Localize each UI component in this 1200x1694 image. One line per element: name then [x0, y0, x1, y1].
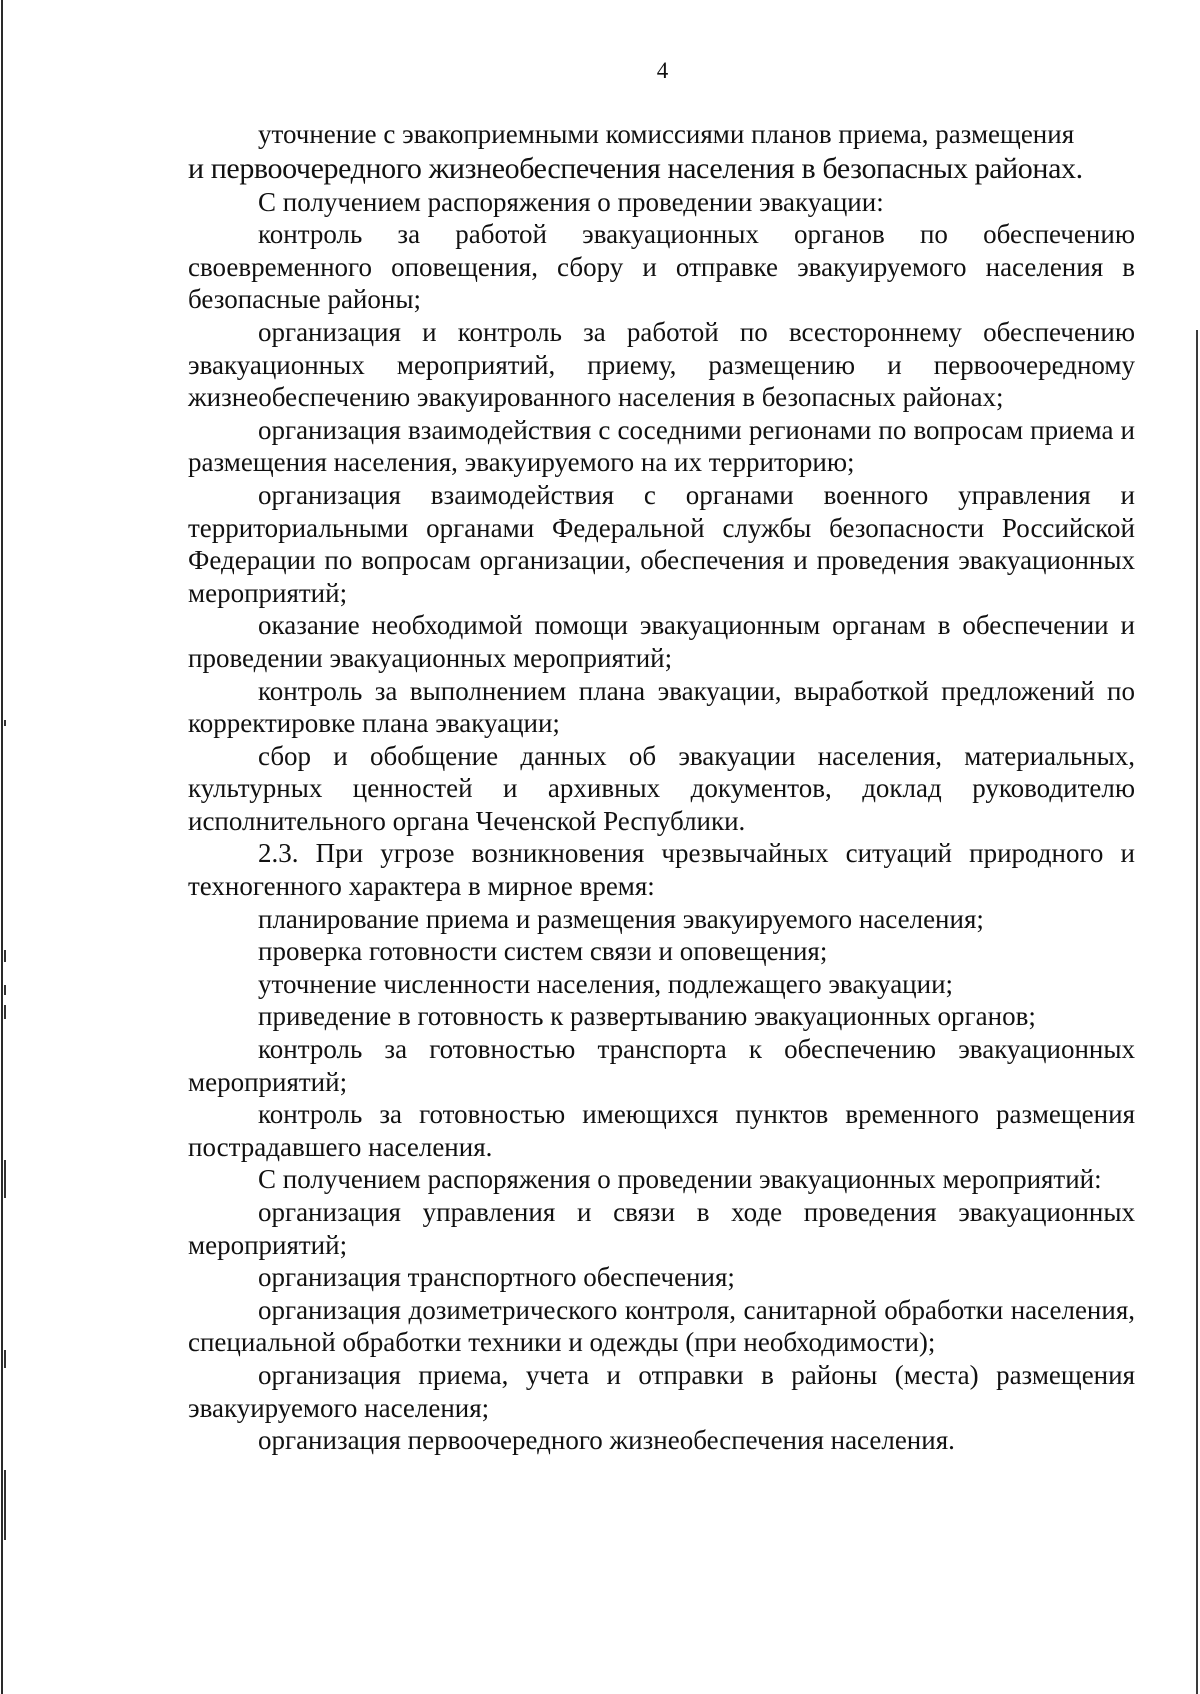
paragraph: уточнение численности населения, подлежащего эвакуации;	[258, 968, 954, 999]
scan-right-edge	[1196, 330, 1198, 1694]
scan-artifact-mark	[4, 1160, 6, 1198]
paragraph: контроль за готовностью транспорта к обеспечению эвакуационных мероприятий;	[188, 1034, 1135, 1097]
paragraph: организация и контроль за работой по всестороннему обеспечению эвакуационных мероприятий, приему, размещению и первоочередному жизнеобеспечению эвакуированного населения в безопасных районах;	[188, 316, 1135, 413]
scan-artifact-mark	[4, 1005, 6, 1019]
scan-left-edge	[1, 0, 3, 1694]
paragraph: организация транспортного обеспечения;	[258, 1262, 735, 1293]
document-body	[188, 118, 1135, 1457]
paragraph	[188, 118, 1135, 186]
paragraph: организация дозиметрического контроля, санитарной обработки населения, специальной обработки техники и одежды (при необходимости);	[188, 1294, 1135, 1358]
scan-artifact-mark	[4, 950, 6, 962]
paragraph: планирование приема и размещения эвакуируемого населения;	[258, 903, 984, 934]
scan-artifact-mark	[4, 1470, 6, 1540]
paragraph: организация управления и связи в ходе проведения эвакуационных мероприятий;	[188, 1197, 1135, 1260]
scan-artifact-mark	[4, 1350, 6, 1368]
paragraph: организация взаимодействия с органами военного управления и территориальными органами Федеральной службы безопасности Российской Федерации по вопросам организации, обеспечения и проведения эвакуационных мероприятий;	[188, 479, 1135, 608]
paragraph: С получением распоряжения о проведении эвакуационных мероприятий:	[258, 1164, 1102, 1195]
scan-artifact-mark	[4, 985, 6, 995]
paragraph: контроль за работой эвакуационных органов по обеспечению своевременного оповещения, сбору и отправке эвакуируемого населения в безопасные районы;	[188, 219, 1135, 315]
paragraph-line: и первоочередного жизнеобеспечения населения в безопасных районах.	[188, 151, 1083, 185]
paragraph-line: уточнение с эвакоприемными комиссиями планов приема, размещения	[258, 119, 1075, 149]
page-number: 4	[656, 58, 669, 83]
paragraph: проверка готовности систем связи и оповещения;	[258, 936, 828, 967]
paragraph: оказание необходимой помощи эвакуационным органам в обеспечении и проведении эвакуационных мероприятий;	[188, 610, 1135, 673]
paragraph: контроль за выполнением плана эвакуации, выработкой предложений по корректировке плана эвакуации;	[188, 675, 1135, 739]
paragraph: организация приема, учета и отправки в районы (места) размещения эвакуируемого населения;	[188, 1359, 1135, 1423]
paragraph: контроль за готовностью имеющихся пунктов временного размещения пострадавшего населения.	[188, 1099, 1135, 1162]
scan-artifact-mark	[4, 720, 6, 726]
paragraph: 2.3. При угрозе возникновения чрезвычайных ситуаций природного и техногенного характера в мирное время:	[188, 838, 1135, 902]
paragraph: организация первоочередного жизнеобеспечения населения.	[258, 1425, 955, 1456]
paragraph: сбор и обобщение данных об эвакуации населения, материальных, культурных ценностей и архивных документов, доклад руководителю исполнительного органа Чеченской Республики.	[188, 740, 1135, 836]
paragraph: С получением распоряжения о проведении эвакуации:	[258, 186, 884, 217]
paragraph: приведение в готовность к развертыванию эвакуационных органов;	[258, 1001, 1036, 1032]
paragraph: организация взаимодействия с соседними регионами по вопросам приема и размещения населения, эвакуируемого на их территорию;	[188, 414, 1135, 478]
